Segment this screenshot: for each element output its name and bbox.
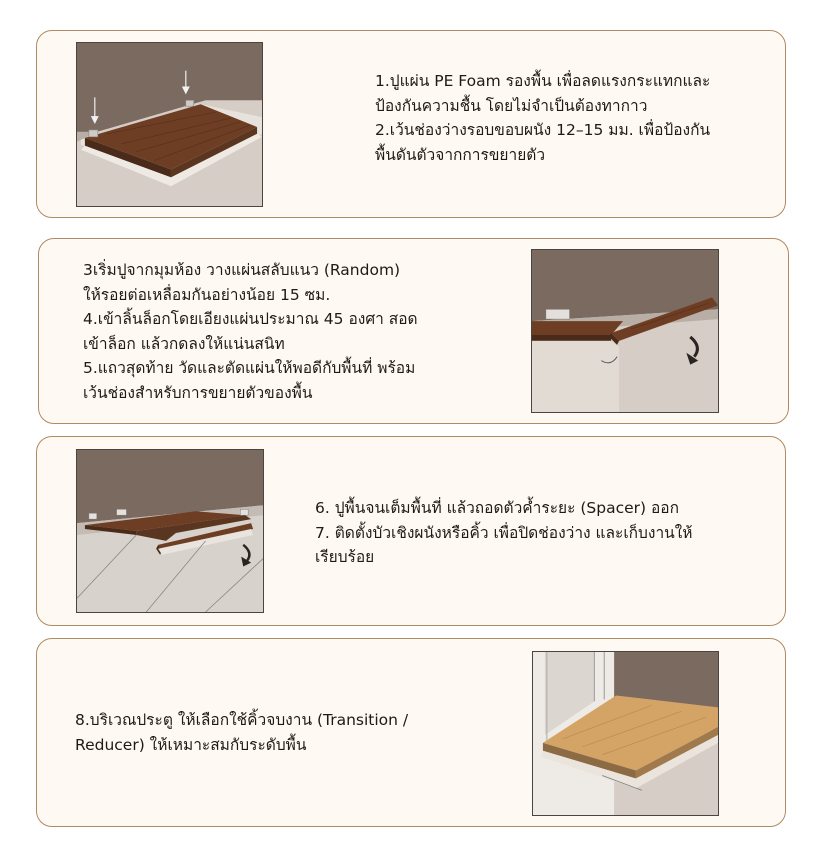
step-2-line-4: เข้าล็อก แล้วกดลงให้แน่นสนิท	[83, 334, 285, 353]
step-3-line-3: เรียบร้อย	[315, 548, 375, 566]
step-3-line-2: 7. ติดตั้งบัวเชิงผนังหรือคิ้ว เพื่อปิดช่องว่าง และเก็บงานให้	[315, 523, 693, 542]
step-2-line-2: ให้รอยต่อเหลื่อมกันอย่างน้อย 15 ซม.	[83, 285, 331, 304]
step-4-line-2: Reducer) ให้เหมาะสมกับระดับพื้น	[75, 735, 307, 754]
step-4-text	[75, 708, 475, 757]
step-1-line-3: 2.เว้นช่องว่างรอบขอบผนัง 12–15 มม. เพื่อป้องกัน	[375, 121, 711, 139]
step-2-line-1: 3เริ่มปูจากมุมห้อง วางแผ่นสลับแนว (Random)	[83, 261, 401, 279]
step-1-text	[375, 69, 775, 167]
step-card-3	[36, 436, 786, 626]
step-2-line-3: 4.เข้าลิ้นล็อกโดยเอียงแผ่นประมาณ 45 องศา สอด	[83, 310, 418, 328]
step-2-text	[83, 258, 483, 405]
step-2-line-5: 5.แถวสุดท้าย วัดและตัดแผ่นให้พอดีกับพื้นที่ พร้อม	[83, 359, 416, 377]
step-card-1	[36, 30, 786, 218]
step-4-line-1: 8.บริเวณประตู ให้เลือกใช้คิ้วจบงาน (Transition /	[75, 711, 409, 729]
illustration-click-lock	[531, 249, 719, 413]
step-1-line-2: ป้องกันความชื้น โดยไม่จำเป็นต้องทากาว	[375, 96, 648, 115]
illustration-spacers	[76, 449, 264, 613]
step-card-4	[36, 638, 786, 827]
step-1-line-4: พื้นดันตัวจากการขยายตัว	[375, 145, 546, 164]
step-2-line-6: เว้นช่องสำหรับการขยายตัวของพื้น	[83, 383, 313, 402]
step-card-2	[38, 238, 789, 424]
illustration-foam-underlay	[76, 42, 263, 207]
step-1-line-1: 1.ปูแผ่น PE Foam รองพื้น เพื่อลดแรงกระแทกและ	[375, 72, 711, 90]
step-3-line-1: 6. ปูพื้นจนเต็มพื้นที่ แล้วถอดตัวค้ำระยะ (Spacer) ออก	[315, 499, 679, 517]
step-3-text	[315, 496, 755, 570]
illustration-doorway-transition	[532, 651, 719, 816]
